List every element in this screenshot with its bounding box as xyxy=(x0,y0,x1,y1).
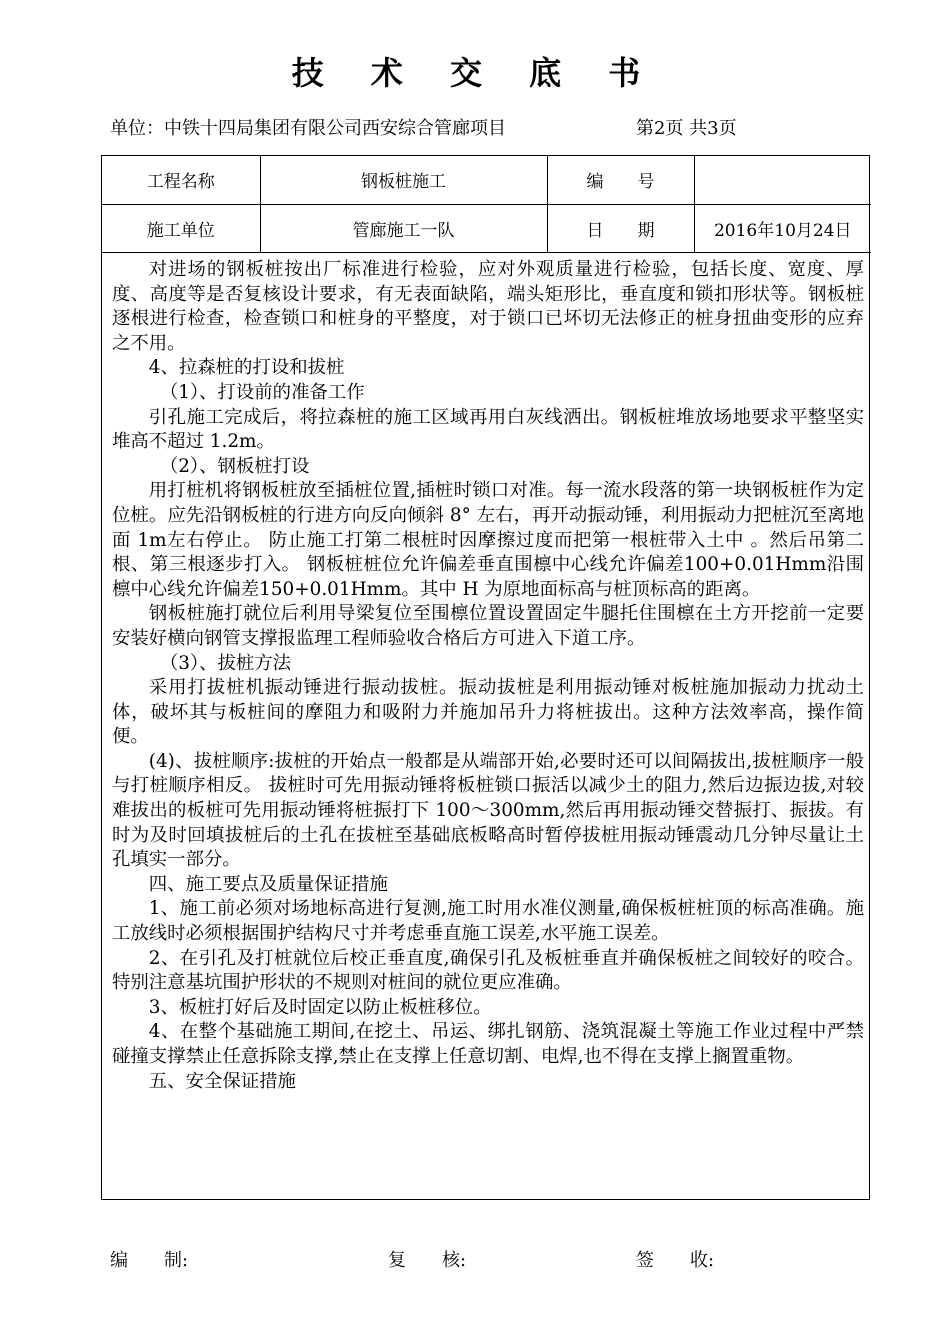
paragraph: 1、施工前必须对场地标高进行复测,施工时用水准仪测量,确保板桩桩顶的标高准确。施工放线时必须根据围护结构尺寸并考虑垂直施工误差,水平施工误差。 xyxy=(112,898,864,945)
subsection-heading: （3）、拔桩方法 xyxy=(159,652,292,674)
date-label: 日 期 xyxy=(547,204,694,252)
page-info: 第2页 共3页 xyxy=(636,118,737,139)
receive-signature-label: 签 收: xyxy=(636,1250,715,1271)
section-heading: 4、拉森桩的打设和拔桩 xyxy=(148,357,345,379)
project-label: 工程名称 xyxy=(102,156,260,204)
contractor-label: 施工单位 xyxy=(102,204,260,252)
paragraph: 钢板桩施打就位后利用导梁复位至围檩位置设置固定牛腿托住围檩在土方开挖前一定要安装好横向钢管支撑报监理工程师验收合格后方可进入下道工序。 xyxy=(112,603,864,649)
unit-line: 单位：中铁十四局集团有限公司西安综合管廊项目 xyxy=(110,118,506,139)
paragraph: 采用打拔桩机振动锤进行振动拔桩。振动拔桩是利用振动锤对板桩施加振动力扰动土体，破坏其与板桩间的摩阻力和吸附力并施加吊升力将桩拔出。这种方法效率高，操作简便。 xyxy=(112,677,864,748)
document-frame xyxy=(101,155,870,1200)
document-title: 技 术 交 底 书 xyxy=(291,54,659,92)
compile-signature-label: 编 制: xyxy=(110,1250,189,1271)
paragraph: 2、在引孔及打桩就位后校正垂直度,确保引孔及板桩垂直并确保板桩之间较好的咬合。特别注意基坑围护形状的不规则对桩间的就位更应准确。 xyxy=(112,947,864,994)
paragraph: 用打桩机将钢板桩放至插桩位置,插桩时锁口对准。每一流水段落的第一块钢板桩作为定位桩。应先沿钢板桩的行进方向反向倾斜 8° 左右，再开动振动锤，利用振动力把桩沉至离地面 1m左右停止。 防止施工打第二根桩时因摩擦过度而把第一根桩带入土中 。然后吊第二根、第三根逐步打入。 钢板桩桩位允许偏差垂直围檩中心线允许偏差100+0.01Hmm沿围檩中心线允许偏差150+0.01Hmm。其中 H 为原地面标高与桩顶标高的距离。 xyxy=(112,480,864,600)
number-label: 编 号 xyxy=(547,156,694,204)
paragraph: 3、板桩打好后及时固定以防止板桩移位。 xyxy=(148,996,492,1018)
paragraph: 引孔施工完成后，将拉森桩的施工区域再用白灰线洒出。钢板桩堆放场地要求平整坚实堆高不超过 1.2m。 xyxy=(112,406,864,453)
info-table xyxy=(102,156,871,253)
body-text xyxy=(112,258,864,1094)
date-value: 2016年10月24日 xyxy=(694,204,871,252)
info-row-contractor xyxy=(102,204,871,252)
number-value xyxy=(694,156,871,204)
paragraph: 对进场的钢板桩按出厂标准进行检验，应对外观质量进行检验，包括长度、宽度、厚度、高度等是否复核设计要求，有无表面缺陷，端头矩形比，垂直度和锁扣形状等。钢板桩逐根进行检查，检查锁口和桩身的平整度，对于锁口已坏切无法修正的桩身扭曲变形的应弃之不用。 xyxy=(112,259,864,354)
paragraph: 4、在整个基础施工期间,在挖土、吊运、绑扎钢筋、浇筑混凝土等施工作业过程中严禁碰撞支撑禁止任意拆除支撑,禁止在支撑上任意切割、电焊,也不得在支撑上搁置重物。 xyxy=(112,1021,864,1067)
subsection-heading: （1）、打设前的准备工作 xyxy=(159,381,365,403)
project-value: 钢板桩施工 xyxy=(260,156,547,204)
review-signature-label: 复 核: xyxy=(388,1250,467,1271)
contractor-value: 管廊施工一队 xyxy=(260,204,547,252)
subsection-heading: （2）、钢板桩打设 xyxy=(159,455,310,477)
info-row-project xyxy=(102,156,871,204)
section-heading: 四、施工要点及质量保证措施 xyxy=(148,873,388,895)
paragraph: (4)、拔桩顺序:拔桩的开始点一般都是从端部开始,必要时还可以间隔拔出,拔桩顺序一般与打桩顺序相反。 拔桩时可先用振动锤将板桩锁口振活以减少土的阻力,然后边振边拔,对较难拔出的板桩可先用振动锤将桩振打下 100～300mm,然后再用振动锤交替振打、振拔。有时为及时回填拔桩后的土孔在拔桩至基础底板略高时暂停拔桩用振动锤震动几分钟尽量让土孔填实一部分。 xyxy=(112,750,864,871)
section-heading: 五、安全保证措施 xyxy=(148,1070,296,1092)
